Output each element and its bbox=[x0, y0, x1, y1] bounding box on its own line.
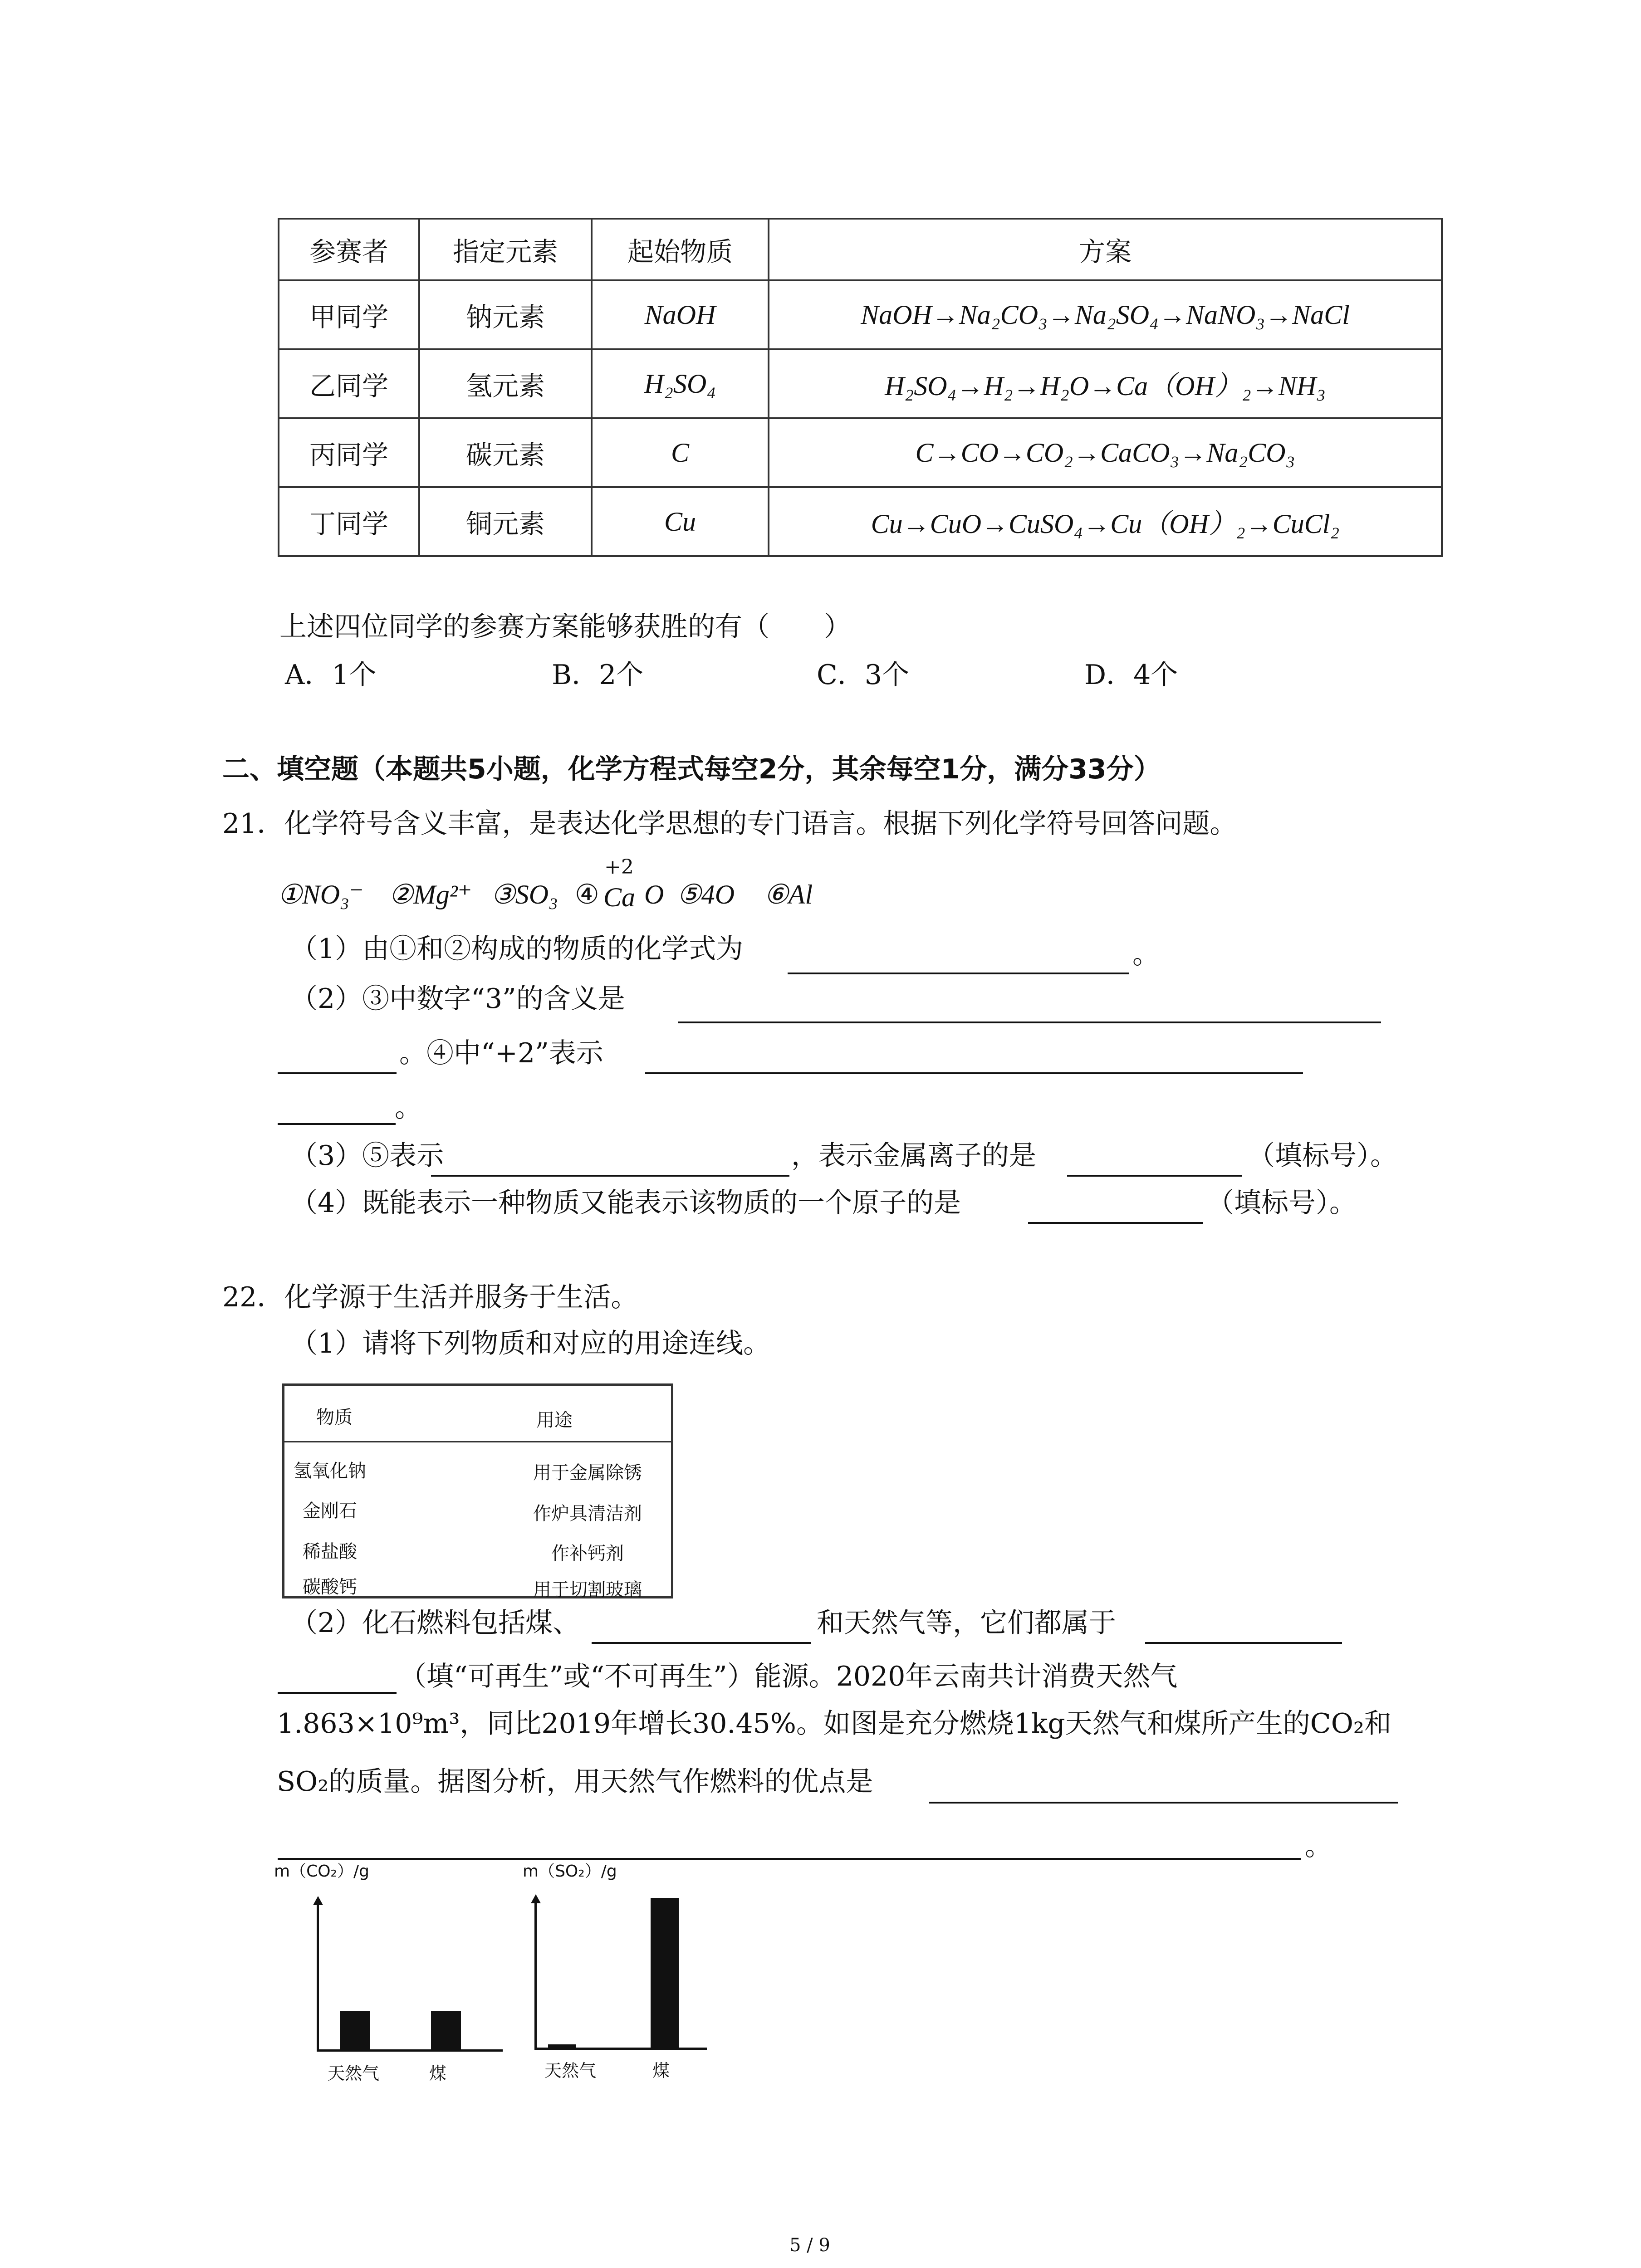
cell-plan: NaOH→Na₂CO₃→Na₂SO₄→NaNO₃→NaCl bbox=[769, 280, 1442, 349]
co2-x-axis bbox=[317, 2049, 503, 2052]
symbol-4o: ⑤4O bbox=[677, 880, 735, 909]
so2-x-axis bbox=[534, 2048, 707, 2050]
q20-option-c: C．3个 bbox=[817, 659, 910, 691]
so2-y-label: m（SO₂）/g bbox=[523, 1862, 617, 1881]
symbol-charge-plus2: +2 bbox=[604, 855, 634, 879]
use-col-header: 用途 bbox=[536, 1410, 573, 1431]
cell-plan: C→CO→CO₂→CaCO₃→Na₂CO₃ bbox=[769, 418, 1442, 487]
so2-bar-natural-gas bbox=[548, 2044, 576, 2048]
q21-part4-blank[interactable] bbox=[1028, 1222, 1203, 1224]
cell-start: H₂SO₄ bbox=[592, 349, 769, 418]
q20-option-d: D．4个 bbox=[1084, 659, 1178, 691]
q20-option-b: B．2个 bbox=[552, 659, 644, 691]
cell-element: 氢元素 bbox=[419, 349, 592, 418]
symbol-ca: Ca bbox=[603, 882, 636, 912]
q20-option-a: A．1个 bbox=[285, 659, 377, 691]
q21-part1: （1）由①和②构成的物质的化学式为 bbox=[290, 933, 744, 965]
symbol-magnesium-ion: ②Mg²⁺ bbox=[389, 880, 472, 909]
so2-chart bbox=[521, 1860, 757, 2096]
cell-element: 铜元素 bbox=[419, 487, 592, 556]
table-row bbox=[279, 418, 1442, 487]
q21-part2: （2）③中数字“3”的含义是 bbox=[290, 983, 625, 1015]
substance-item: 金刚石 bbox=[303, 1501, 357, 1521]
q21-part3-blank-b[interactable] bbox=[1067, 1175, 1242, 1177]
q22-part2-cont: （填“可再生”或“不可再生”）能源。2020年云南共计消费天然气 bbox=[399, 1661, 1178, 1692]
co2-y-label: m（CO₂）/g bbox=[274, 1862, 369, 1881]
q21-part4: （4）既能表示一种物质又能表示该物质的一个原子的是 bbox=[290, 1187, 961, 1219]
q22-part2-blank-c[interactable] bbox=[929, 1802, 1398, 1804]
cell-plan: Cu→CuO→CuSO₄→Cu（OH）₂→CuCl₂ bbox=[769, 487, 1442, 556]
q21-part1-end: 。 bbox=[1132, 938, 1160, 970]
q20-stem: 上述四位同学的参赛方案能够获胜的有（ ） bbox=[279, 611, 851, 643]
q21-symbols bbox=[278, 855, 913, 917]
use-item: 用于切割玻璃 bbox=[533, 1579, 642, 1600]
co2-bar-natural-gas bbox=[340, 2011, 370, 2049]
q22-part2-mid: 和天然气等，它们都属于 bbox=[817, 1607, 1116, 1639]
q22-stem: 22．化学源于生活并服务于生活。 bbox=[222, 1281, 638, 1313]
co2-bar-coal bbox=[431, 2011, 461, 2049]
header-plan: 方案 bbox=[769, 219, 1442, 280]
header-start: 起始物质 bbox=[592, 219, 769, 280]
symbol-4-prefix: ④ bbox=[575, 879, 599, 910]
q21-part1-blank[interactable] bbox=[788, 973, 1129, 974]
q21-part2-end: 。 bbox=[395, 1092, 422, 1124]
q22-part2-end: 。 bbox=[1305, 1830, 1332, 1862]
substance-col-header: 物质 bbox=[316, 1407, 353, 1428]
co2-x-label-coal: 煤 bbox=[429, 2063, 447, 2083]
q21-part2-mid: 。④中“+2”表示 bbox=[399, 1037, 603, 1069]
substance-use-table bbox=[282, 1383, 673, 1598]
cell-person: 乙同学 bbox=[279, 349, 419, 418]
q21-part3: （3）⑤表示 bbox=[290, 1140, 444, 1172]
table-row bbox=[279, 349, 1442, 418]
so2-y-arrow-icon bbox=[531, 1894, 541, 1903]
use-item: 作炉具清洁剂 bbox=[533, 1503, 642, 1524]
use-item: 用于金属除锈 bbox=[533, 1462, 642, 1483]
cell-start: NaOH bbox=[592, 280, 769, 349]
substance-item: 碳酸钙 bbox=[303, 1577, 357, 1598]
so2-x-label-coal: 煤 bbox=[652, 2061, 670, 2081]
section-title: 二、填空题（本题共5小题，化学方程式每空2分，其余每空1分，满分33分） bbox=[222, 753, 1161, 785]
q22-part2-blank-a[interactable] bbox=[592, 1642, 811, 1644]
so2-y-axis bbox=[534, 1899, 537, 2048]
q21-part2-blank-b2[interactable] bbox=[278, 1123, 396, 1125]
q21-part4-end: （填标号）。 bbox=[1207, 1187, 1357, 1219]
q22-part1: （1）请将下列物质和对应的用途连线。 bbox=[290, 1328, 771, 1359]
symbol-aluminum: ⑥Al bbox=[764, 880, 813, 909]
symbol-sulfur-trioxide: ③SO₃ bbox=[491, 880, 558, 909]
q21-part3-blank-a[interactable] bbox=[431, 1175, 789, 1177]
symbol-nitrate: ①NO₃⁻ bbox=[278, 880, 364, 909]
cell-element: 碳元素 bbox=[419, 418, 592, 487]
q22-part2-data: 1.863×10⁹m³，同比2019年增长30.45%。如图是充分燃烧1kg天然气和煤所产生的CO₂和 bbox=[277, 1708, 1391, 1740]
co2-x-label-natural-gas: 天然气 bbox=[328, 2063, 380, 2083]
co2-y-arrow-icon bbox=[313, 1896, 323, 1905]
q21-part2-blank-a2[interactable] bbox=[278, 1072, 397, 1074]
q21-stem: 21．化学符号含义丰富，是表达化学思想的专门语言。根据下列化学符号回答问题。 bbox=[222, 808, 1237, 840]
co2-y-axis bbox=[317, 1901, 319, 2050]
header-element: 指定元素 bbox=[419, 219, 592, 280]
cell-person: 丁同学 bbox=[279, 487, 419, 556]
q22-part2-blank-b[interactable] bbox=[1145, 1642, 1342, 1644]
table-row bbox=[279, 487, 1442, 556]
competition-table bbox=[278, 218, 1443, 557]
substance-item: 稀盐酸 bbox=[303, 1541, 357, 1562]
page-number: 5 / 9 bbox=[789, 2235, 830, 2256]
cell-plan: H₂SO₄→H₂→H₂O→Ca（OH）₂→NH₃ bbox=[769, 349, 1442, 418]
header-participant: 参赛者 bbox=[279, 219, 419, 280]
q21-part3-mid: ，表示金属离子的是 bbox=[791, 1140, 1036, 1172]
so2-bar-coal bbox=[651, 1898, 679, 2048]
q21-part3-end: （填标号）。 bbox=[1248, 1140, 1397, 1172]
q22-part2: （2）化石燃料包括煤、 bbox=[290, 1607, 580, 1639]
cell-element: 钠元素 bbox=[419, 280, 592, 349]
substance-item: 氢氧化钠 bbox=[294, 1461, 366, 1481]
cell-start: C bbox=[592, 418, 769, 487]
q22-part2-question: SO₂的质量。据图分析，用天然气作燃料的优点是 bbox=[277, 1766, 873, 1798]
symbol-o: O bbox=[644, 880, 664, 909]
co2-chart bbox=[272, 1860, 508, 2096]
cell-person: 甲同学 bbox=[279, 280, 419, 349]
cell-start: Cu bbox=[592, 487, 769, 556]
cell-person: 丙同学 bbox=[279, 418, 419, 487]
so2-x-label-natural-gas: 天然气 bbox=[544, 2061, 597, 2081]
q22-part2-blank-b2[interactable] bbox=[278, 1692, 397, 1694]
use-item: 作补钙剂 bbox=[551, 1543, 624, 1564]
q21-part2-blank-a[interactable] bbox=[678, 1022, 1381, 1023]
q21-part2-blank-b[interactable] bbox=[645, 1072, 1303, 1074]
table-row bbox=[279, 280, 1442, 349]
